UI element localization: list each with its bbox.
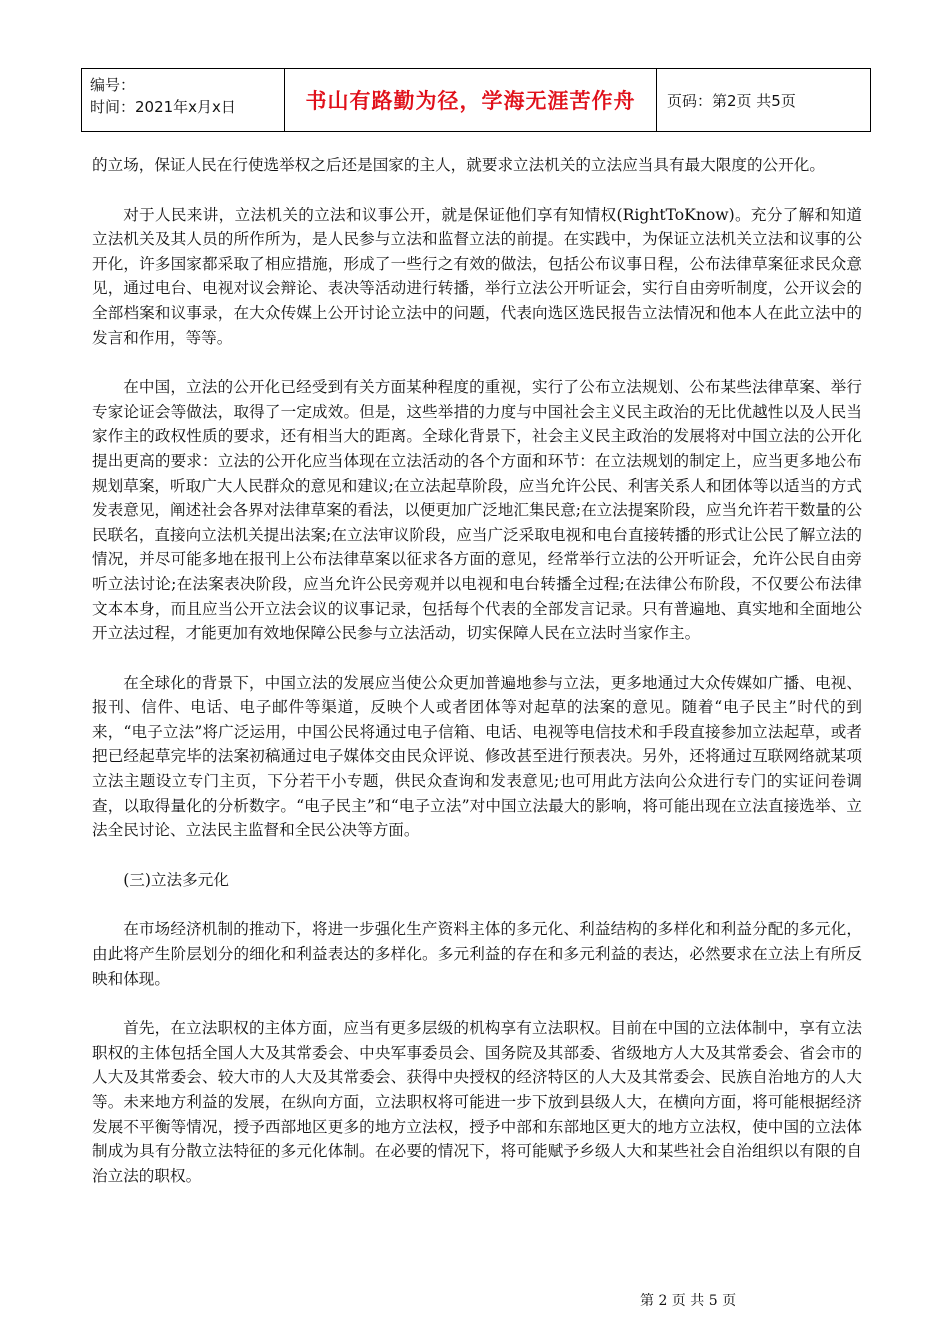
page-header (81, 68, 871, 132)
paragraph: 在市场经济机制的推动下，将进一步强化生产资料主体的多元化、利益结构的多样化和利益分配的多元化，由此将产生阶层划分的细化和利益表达的多样化。多元利益的存在和多元利益的表达，必然要求在立法上有所反映和体现。 (92, 920, 862, 988)
paragraph: 在中国，立法的公开化已经受到有关方面某种程度的重视，实行了公布立法规划、公布某些法律草案、举行专家论证会等做法，取得了一定成效。但是，这些举措的力度与中国社会主义民主政治的无比优越性以及人民当家作主的政权性质的要求，还有相当大的距离。全球化背景下，社会主义民主政治的发展将对中国立法的公开化提出更高的要求：立法的公开化应当体现在立法活动的各个方面和环节：在立法规划的制定上，应当更多地公布规划草案，听取广大人民群众的意见和建议;在立法起草阶段，应当允许公民、利害关系人和团体等以适当的方式发表意见，阐述社会各界对法律草案的看法，以便更加广泛地汇集民意;在立法提案阶段，应当允许若干数量的公民联名，直接向立法机关提出法案;在立法审议阶段，应当广泛采取电视和电台直接转播的形式让公民了解立法的情况，并尽可能多地在报刊上公布法律草案以征求各方面的意见，经常举行立法的公开听证会，允许公民自由旁听立法讨论;在法案表决阶段，应当允许公民旁观并以电视和电台转播全过程;在法律公布阶段，不仅要公布法律文本本身，而且应当公开立法会议的议事记录，包括每个代表的全部发言记录。只有普遍地、真实地和全面地公开立法过程，才能更加有效地保障公民参与立法活动，切实保障人民在立法时当家作主。 (92, 378, 862, 643)
document-body (92, 153, 862, 1213)
header-page-code: 页码：第2页 共5页 (667, 91, 796, 110)
page-footer: 第 2 页 共 5 页 (640, 1293, 737, 1309)
header-page-cell (657, 69, 870, 131)
section-heading: (三)立法多元化 (123, 870, 229, 889)
paragraph-continuation: 的立场，保证人民在行使选举权之后还是国家的主人，就要求立法机关的立法应当具有最大限度的公开化。 (92, 156, 825, 174)
document-number-label: 编号： (90, 76, 136, 94)
document-time: 时间：2021年x月x日 (90, 98, 236, 116)
header-motto-cell (285, 69, 657, 131)
paragraph: 在全球化的背景下，中国立法的发展应当使公众更加普遍地参与立法，更多地通过大众传媒如广播、电视、报刊、信件、电话、电子邮件等渠道，反映个人或者团体等对起草的法案的意见。随着“电子民主”时代的到来，“电子立法”将广泛运用，中国公民将通过电子信箱、电话、电视等电信技术和手段直接参加立法起草，或者把已经起草完毕的法案初稿通过电子媒体交由民众评说、修改甚至进行预表决。另外，还将通过互联网络就某项立法主题设立专门主页，下分若干小专题，供民众查询和发表意见;也可用此方法向公众进行专门的实证问卷调查，以取得量化的分析数字。“电子民主”和“电子立法”对中国立法最大的影响，将可能出现在立法直接选举、立法全民讨论、立法民主监督和全民公决等方面。 (92, 673, 862, 840)
paragraph: 对于人民来讲，立法机关的立法和议事公开，就是保证他们享有知情权(RightToKnow)。充分了解和知道立法机关及其人员的所作所为，是人民参与立法和监督立法的前提。在实践中，为保证立法机关立法和议事的公开化，许多国家都采取了相应措施，形成了一些行之有效的做法，包括公布议事日程，公布法律草案征求民众意见，通过电台、电视对议会辩论、表决等活动进行转播，举行立法公开听证会，实行自由旁听制度，公开议会的全部档案和议事录，在大众传媒上公开讨论立法中的问题，代表向选区选民报告立法情况和他本人在此立法中的发言和作用，等等。 (92, 205, 862, 347)
paragraph: 首先，在立法职权的主体方面，应当有更多层级的机构享有立法职权。目前在中国的立法体制中，享有立法职权的主体包括全国人大及其常委会、中央军事委员会、国务院及其部委、省级地方人大及其常委会、省会市的人大及其常委会、较大市的人大及其常委会、获得中央授权的经济特区的人大及其常委会、民族自治地方的人大等。未来地方利益的发展，在纵向方面，立法职权将可能进一步下放到县级人大，在横向方面，将可能根据经济发展不平衡等情况，授予西部地区更多的地方立法权，授予中部和东部地区更大的地方立法权，使中国的立法体制成为具有分散立法特征的多元化体制。在必要的情况下，将可能赋予乡级人大和某些社会自治组织以有限的自治立法的职权。 (92, 1019, 862, 1185)
header-meta (82, 69, 285, 131)
header-motto: 书山有路勤为径，学海无涯苦作舟 (305, 89, 636, 113)
